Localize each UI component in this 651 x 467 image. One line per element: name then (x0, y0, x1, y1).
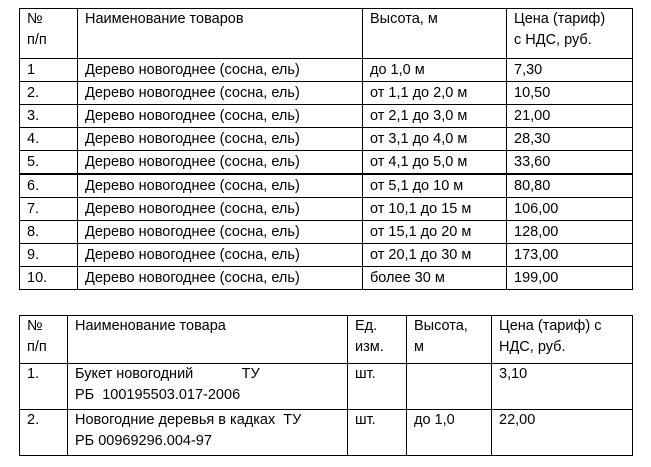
row-height: до 1,0 (407, 410, 492, 456)
row-name: Дерево новогоднее (сосна, ель) (78, 128, 363, 151)
header-height: Высота, м (407, 316, 492, 364)
row-num: 3. (20, 105, 78, 128)
row-name: Дерево новогоднее (сосна, ель) (78, 105, 363, 128)
table-row (20, 198, 633, 221)
table-row (20, 410, 633, 456)
row-name: Новогодние деревья в кадках ТУ РБ 00969296.004-97 (68, 410, 348, 456)
row-height: от 2,1 до 3,0 м (363, 105, 507, 128)
row-height: от 15,1 до 20 м (363, 221, 507, 244)
row-price: 22,00 (492, 410, 633, 456)
row-num: 9. (20, 244, 78, 267)
table-row (20, 364, 633, 410)
row-height: более 30 м (363, 267, 507, 290)
table-row (20, 151, 633, 175)
row-num: 2. (20, 410, 68, 456)
row-num: 6. (20, 174, 78, 198)
row-name: Дерево новогоднее (сосна, ель) (78, 151, 363, 175)
row-num: 1. (20, 364, 68, 410)
row-unit: шт. (348, 410, 407, 456)
row-price: 173,00 (507, 244, 633, 267)
row-price: 21,00 (507, 105, 633, 128)
header-height: Высота, м (363, 9, 507, 59)
row-height: от 4,1 до 5,0 м (363, 151, 507, 175)
table-row (20, 59, 633, 82)
row-height (407, 364, 492, 410)
row-height: от 3,1 до 4,0 м (363, 128, 507, 151)
header-name: Наименование товаров (78, 9, 363, 59)
row-num: 2. (20, 82, 78, 105)
row-num: 4. (20, 128, 78, 151)
row-num: 7. (20, 198, 78, 221)
row-name: Дерево новогоднее (сосна, ель) (78, 82, 363, 105)
row-price: 33,60 (507, 151, 633, 175)
row-name: Дерево новогоднее (сосна, ель) (78, 174, 363, 198)
table-row (20, 128, 633, 151)
table-row (20, 82, 633, 105)
row-price: 106,00 (507, 198, 633, 221)
row-name: Дерево новогоднее (сосна, ель) (78, 198, 363, 221)
header-num: № п/п (20, 316, 68, 364)
table-row (20, 244, 633, 267)
row-price: 7,30 (507, 59, 633, 82)
header-unit: Ед. изм. (348, 316, 407, 364)
trees-price-table (19, 8, 633, 290)
header-price: Цена (тариф) с НДС, руб. (492, 316, 633, 364)
row-num: 10. (20, 267, 78, 290)
table-row (20, 105, 633, 128)
header-name: Наименование товара (68, 316, 348, 364)
row-height: от 10,1 до 15 м (363, 198, 507, 221)
row-num: 5. (20, 151, 78, 175)
row-price: 128,00 (507, 221, 633, 244)
row-price: 10,50 (507, 82, 633, 105)
header-num: № п/п (20, 9, 78, 59)
row-height: от 5,1 до 10 м (363, 174, 507, 198)
row-height: до 1,0 м (363, 59, 507, 82)
row-price: 3,10 (492, 364, 633, 410)
row-height: от 20,1 до 30 м (363, 244, 507, 267)
row-num: 8. (20, 221, 78, 244)
row-name: Букет новогодний ТУ РБ 100195503.017-2006 (68, 364, 348, 410)
goods-price-table (19, 315, 633, 456)
row-unit: шт. (348, 364, 407, 410)
table-row (20, 174, 633, 198)
row-num: 1 (20, 59, 78, 82)
row-price: 80,80 (507, 174, 633, 198)
row-price: 199,00 (507, 267, 633, 290)
table-row (20, 221, 633, 244)
row-height: от 1,1 до 2,0 м (363, 82, 507, 105)
row-price: 28,30 (507, 128, 633, 151)
header-price: Цена (тариф) с НДС, руб. (507, 9, 633, 59)
row-name: Дерево новогоднее (сосна, ель) (78, 221, 363, 244)
row-name: Дерево новогоднее (сосна, ель) (78, 59, 363, 82)
row-name: Дерево новогоднее (сосна, ель) (78, 267, 363, 290)
table-row (20, 267, 633, 290)
row-name: Дерево новогоднее (сосна, ель) (78, 244, 363, 267)
